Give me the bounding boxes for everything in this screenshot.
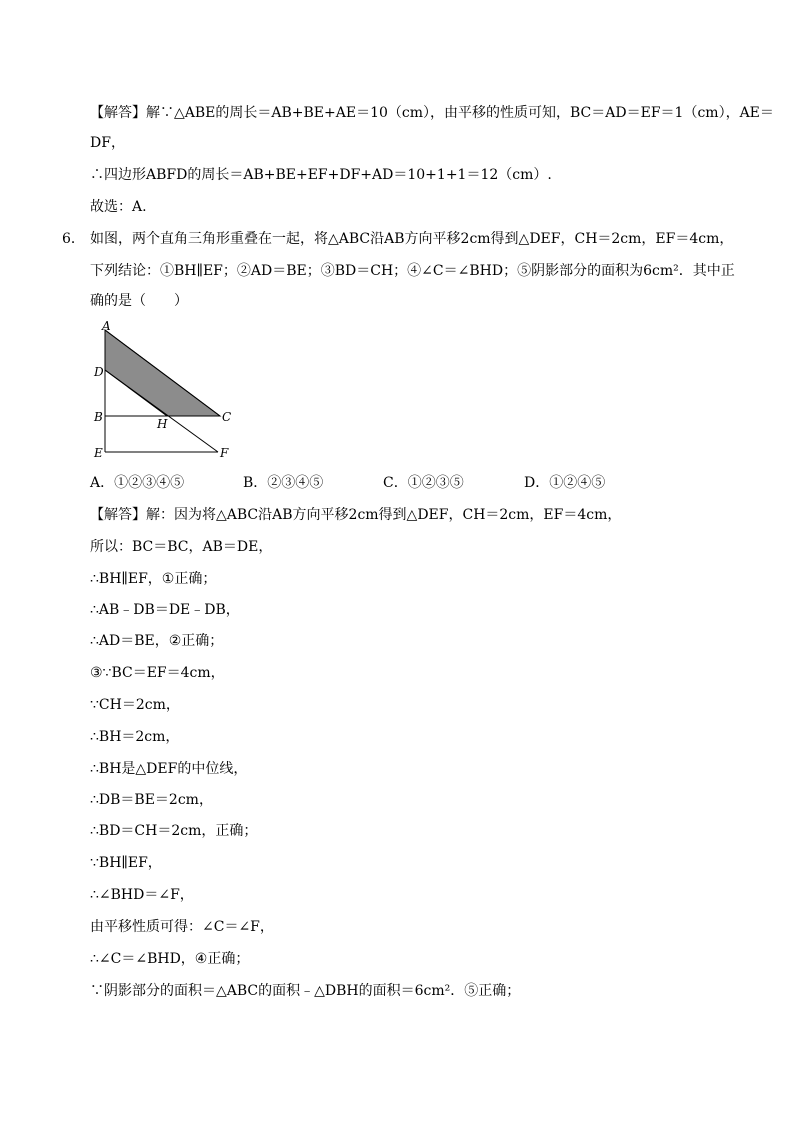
question-text: 如图，两个直角三角形重叠在一起，将△ABC沿AB方向平移2cm得到△DEF，CH＝2cm，EF＝4cm， [90, 231, 734, 247]
answer-line: ∴∠BHD＝∠F， [90, 887, 194, 903]
question-number: 6． [62, 231, 85, 247]
answer-line: ∵CH＝2cm， [90, 697, 180, 713]
question-text: 下列结论：①BH∥EF；②AD＝BE；③BD＝CH；④∠C＝∠BHD；⑤阴影部分的面积为6cm²．其中正 [90, 263, 735, 279]
answer-line: 所以：BC＝BC，AB＝DE， [90, 539, 273, 555]
vertex-label-b: B [94, 410, 103, 424]
answer-line: ∴DB＝BE＝2cm， [90, 792, 213, 808]
vertex-label-f: F [220, 446, 229, 460]
answer-line: ∴BH是△DEF的中位线， [90, 761, 248, 777]
answer-line: ∵阴影部分的面积＝△ABC的面积﹣△DBH的面积＝6cm²．⑤正确； [90, 983, 521, 999]
vertex-label-d: D [94, 365, 104, 379]
answer-line: ∴BH＝2cm， [90, 729, 180, 745]
option-a: A．①②③④⑤ [90, 475, 185, 491]
vertex-label-e: E [94, 446, 103, 460]
option-c: C．①②③⑤ [383, 475, 464, 491]
answer-line: ∴BH∥EF，①正确； [90, 571, 217, 587]
vertex-label-c: C [222, 410, 232, 424]
option-d: D．①②④⑤ [524, 475, 606, 491]
vertex-label-h: H [157, 417, 168, 431]
answer-line: 由平移性质可得：∠C＝∠F， [90, 919, 274, 935]
answer-line: ③∵BC＝EF＝4cm， [90, 665, 225, 681]
answer-line: ∴AD＝BE，②正确； [90, 633, 224, 649]
triangle-figure [88, 318, 238, 464]
prev-solution-answer: 故选：A. [90, 199, 147, 215]
option-b: B．②③④⑤ [243, 475, 324, 491]
answer-line: ∴BD＝CH＝2cm，正确； [90, 823, 258, 839]
vertex-label-a: A [102, 319, 111, 333]
question-text: 确的是（ ） [90, 293, 188, 309]
answer-line: ∴∠C＝∠BHD，④正确； [90, 951, 250, 967]
prev-solution-line: DF， [90, 135, 125, 151]
answer-line: 【解答】解：因为将△ABC沿AB方向平移2cm得到△DEF，CH＝2cm，EF＝4cm， [90, 507, 622, 523]
answer-line: ∴AB﹣DB＝DE﹣DB， [90, 602, 240, 618]
prev-solution-line: ∴四边形ABFD的周长＝AB+BE+EF+DF+AD＝10+1+1＝12（cm）. [90, 167, 552, 183]
answer-line: ∵BH∥EF， [90, 855, 162, 871]
prev-solution-line: 【解答】解∵△ABE的周长＝AB+BE+AE＝10（cm），由平移的性质可知，BC＝AD＝EF＝1（cm），AE＝ [90, 105, 774, 121]
